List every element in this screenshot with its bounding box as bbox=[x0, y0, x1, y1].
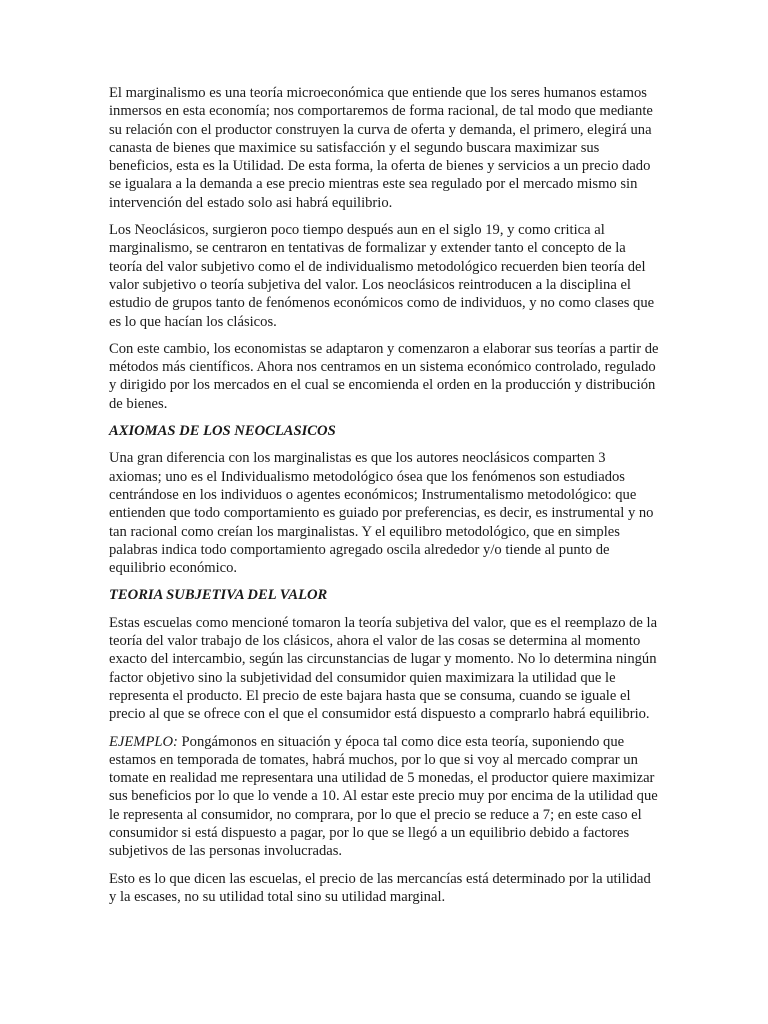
example-text: Pongámonos en situación y época tal como dice esta teoría, suponiendo que estamos en temporada de tomates, habrá muchos, por lo que si voy al mercado comprar un tomate en realidad me representara una utilidad de 5 monedas, el productor quiere maximizar sus beneficios por lo que lo vende a 10. Al estar este precio muy por encima de la utilidad que le representa al consumidor, no comprara, por lo que el precio se reduce a 7; en este caso el consumidor si está dispuesto a pagar, por lo que se llegó a un equilibrio debido a factores subjetivos de las personas involucradas. bbox=[109, 733, 658, 860]
paragraph-axiomas: Una gran diferencia con los marginalistas es que los autores neoclásicos comparten 3 axiomas; uno es el Individualismo metodológico ósea que los fenómenos son estudiados centrándose en los individuos o agentes económicos; Instrumentalismo metodológico: que entienden que todo comportamiento es guiado por preferencias, es decir, es instrumental y no tan racional como creían los marginalistas. Y el equilibro metodológico, que en simples palabras indica todo comportamiento agregado oscila alrededor y/o tiende al punto de equilibrio económico. bbox=[109, 450, 654, 577]
paragraph-conclusion: Esto es lo que dicen las escuelas, el precio de las mercancías está determinado por la utilidad y la escases, no su utilidad total sino su utilidad marginal. bbox=[109, 870, 651, 905]
paragraph-ejemplo bbox=[109, 733, 661, 861]
paragraph-neoclasicos: Los Neoclásicos, surgieron poco tiempo después aun en el siglo 19, y como critica al marginalismo, se centraron en tentativas de formalizar y extender tanto el concepto de la teoría del valor subjetivo como el de individualismo metodológico recuerden bien teoría del valor subjetivo o teoría subjetiva del valor. Los neoclásicos reintroducen a la disciplina el estudio de grupos tanto de fenómenos económicos como de individuos, y no como clases que es lo que hacían los clásicos. bbox=[109, 222, 655, 330]
heading-teoria-subjetiva: TEORIA SUBJETIVA DEL VALOR bbox=[109, 587, 328, 604]
paragraph-teoria-subjetiva: Estas escuelas como mencioné tomaron la teoría subjetiva del valor, que es el reemplazo de la teoría del valor trabajo de los clásicos, ahora el valor de las cosas se determina al momento exacto del intercambio, según las circunstancias de lugar y momento. No lo determina ningún factor objetivo sino la subjetividad del consumidor quien maximizara la utilidad que le representa el producto. El precio de este bajara hasta que se consuma, cuando se iguale el precio al que se ofrece con el que el consumidor está dispuesto a comprarlo habrá equilibrio. bbox=[109, 614, 658, 723]
paragraph-cambio: Con este cambio, los economistas se adaptaron y comenzaron a elaborar sus teorías a partir de métodos más científicos. Ahora nos centramos en un sistema económico controlado, regulado y dirigido por los mercados en el cual se encomienda el orden en la producción y distribución de bienes. bbox=[109, 340, 659, 412]
paragraph-marginalismo: El marginalismo es una teoría microeconómica que entiende que los seres humanos estamos inmersos en esta economía; nos comportaremos de forma racional, de tal modo que mediante su relación con el productor construyen la curva de oferta y demanda, el primero, elegirá una canasta de bienes que maximice su satisfacción y el segundo buscara maximizar sus beneficios, esta es la Utilidad. De esta forma, la oferta de bienes y servicios a un precio dado se igualara a la demanda a ese precio mientras este sea regulado por el mercado mismo sin intervención del estado solo asi habrá equilibrio. bbox=[109, 85, 653, 211]
heading-axiomas: AXIOMAS DE LOS NEOCLASICOS bbox=[109, 423, 336, 440]
example-label: EJEMPLO: bbox=[109, 733, 178, 750]
document-page bbox=[109, 84, 661, 915]
